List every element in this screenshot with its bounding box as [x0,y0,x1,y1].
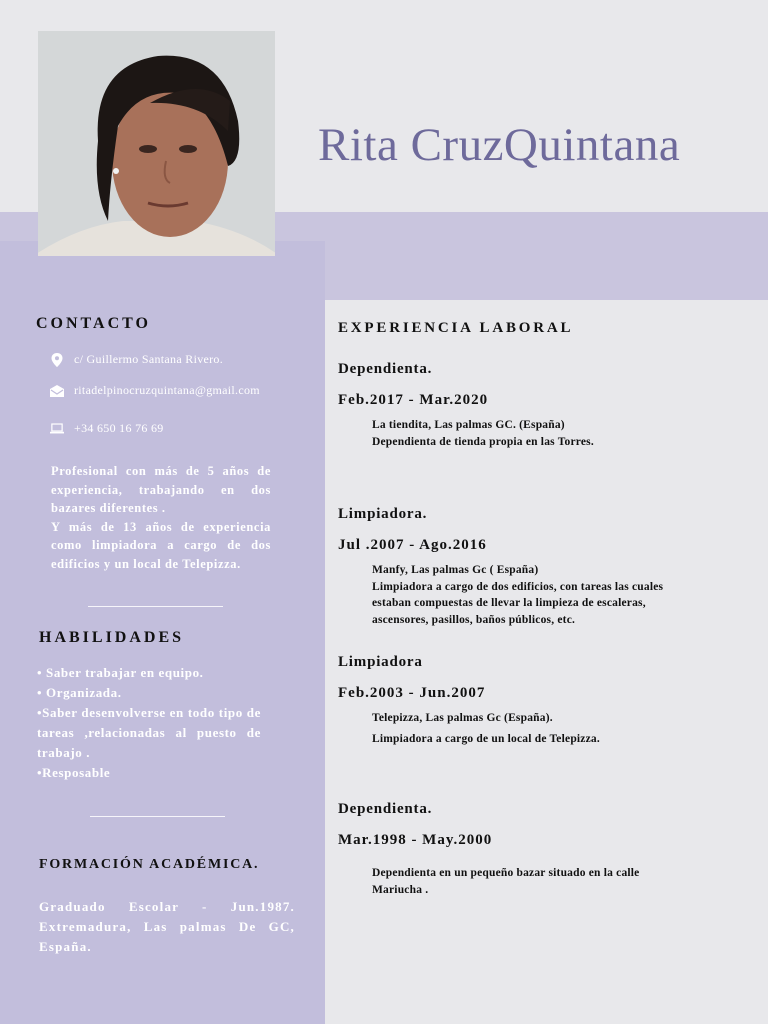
job-title: Dependienta. [338,801,433,817]
job-entry [338,801,677,898]
education-heading: FORMACIÓN ACADÉMICA. [39,857,260,872]
experience-heading: EXPERIENCIA LABORAL [338,320,574,336]
profile-photo [38,31,275,256]
job-line: Dependienta en un pequeño bazar situado en la calle Mariucha . [372,867,640,896]
job-line: Limpiadora a cargo de un local de Telepizza. [372,732,600,745]
contact-phone[interactable]: +34 650 16 76 69 [74,421,164,435]
job-title: Limpiadora. [338,506,428,522]
skills-list [37,663,261,783]
contact-phone-row [50,421,164,436]
summary-line: Profesional con más de 5 años de experiencia, trabajando en dos bazares diferentes . [51,464,271,515]
job-line: Dependienta de tienda propia en las Torres. [372,435,594,448]
job-description [372,417,672,450]
job-line: La tiendita, Las palmas GC. (España) [372,419,565,431]
contact-address-row [50,352,223,367]
job-date: Jul .2007 - Ago.2016 [338,537,487,553]
job-line: Telepizza, Las palmas Gc (España). [372,712,553,724]
job-entry [338,654,672,747]
job-description [372,710,672,747]
education-text: Graduado Escolar - Jun.1987. Extremadura, Las palmas De GC, España. [39,899,295,954]
job-title: Dependienta. [338,361,433,377]
divider [88,606,223,607]
skill-item: •Saber desenvolverse en todo tipo de tareas ,relacionadas al puesto de trabajo . [37,705,261,760]
job-entry [338,506,672,628]
location-pin-icon [50,353,64,367]
job-date: Feb.2003 - Jun.2007 [338,685,486,701]
summary-line: Y más de 13 años de experiencia como limpiadora a cargo de dos edificios y un local de Telepizza. [51,519,271,571]
job-entry [338,361,672,450]
candidate-name: Rita CruzQuintana [318,119,681,171]
divider [90,816,225,817]
contact-email-row [50,383,260,398]
skill-item: • Organizada. [37,685,122,700]
job-title: Limpiadora [338,654,423,670]
contact-heading: CONTACTO [36,315,151,332]
job-description [372,865,677,898]
job-description [372,562,672,628]
profile-summary [51,462,271,573]
skill-item: • Saber trabajar en equipo. [37,665,204,680]
job-line: Limpiadora a cargo de dos edificios, con tareas las cuales estaban compuestas de llevar la limpieza de escaleras, ascensores, pasillos, baños públicos, etc. [372,580,664,626]
job-date: Feb.2017 - Mar.2020 [338,392,489,408]
contact-email[interactable]: ritadelpinocruzquintana@gmail.com [74,383,260,397]
skills-heading: HABILIDADES [39,629,185,646]
job-date: Mar.1998 - May.2000 [338,832,493,848]
envelope-icon [50,384,64,398]
skill-item: •Resposable [37,765,111,780]
contact-address: c/ Guillermo Santana Rivero. [74,352,224,366]
laptop-icon [50,422,64,436]
job-line: Manfy, Las palmas Gc ( España) [372,564,539,576]
